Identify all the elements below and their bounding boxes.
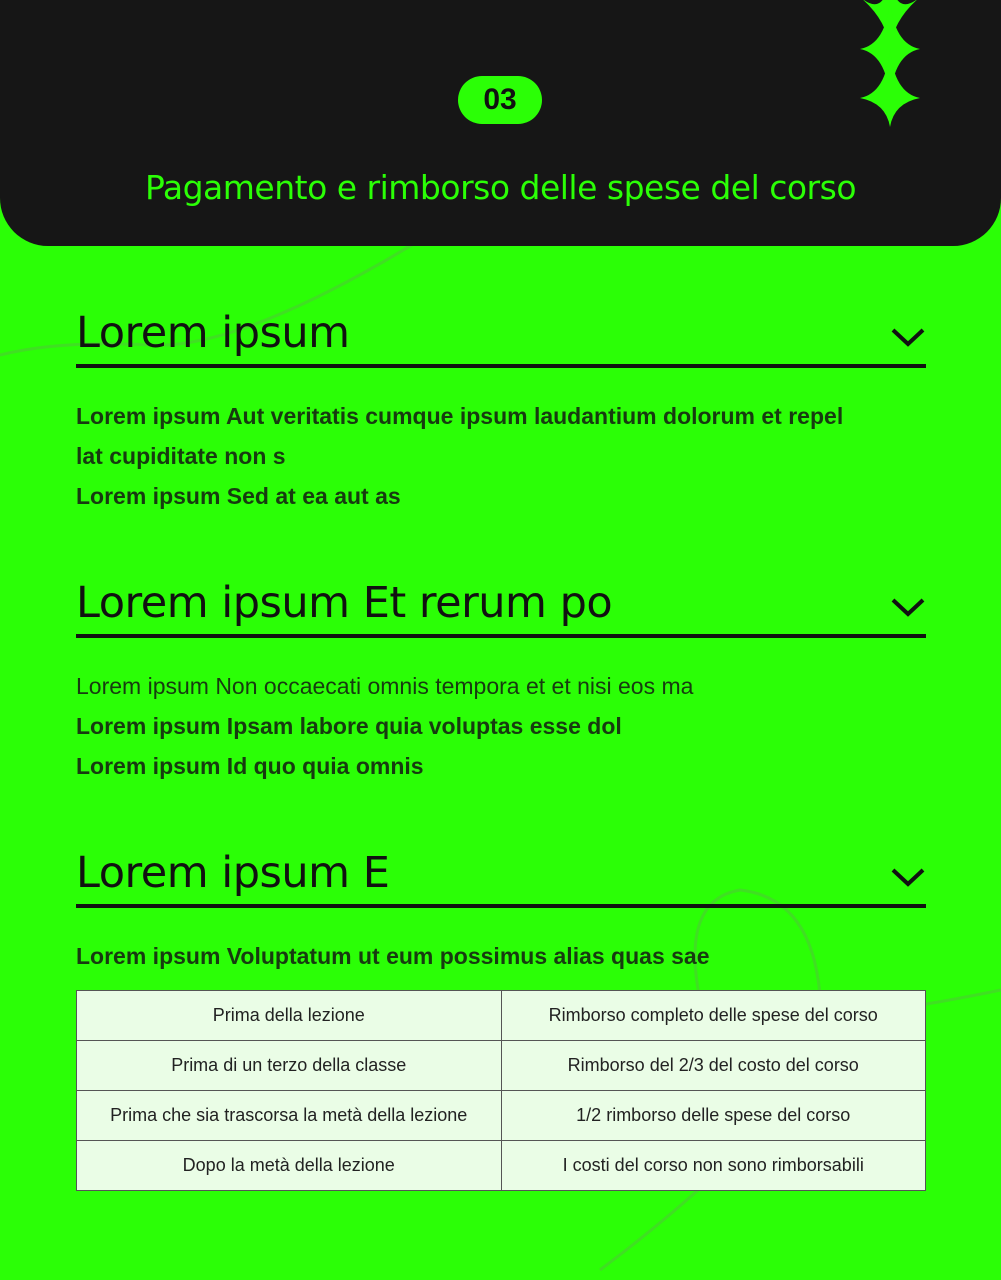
- accordion-header[interactable]: [76, 848, 926, 908]
- accordion-title: Lorem ipsum Et rerum po: [76, 578, 613, 628]
- content-line: Lorem ipsum Voluptatum ut eum possimus alias quas sae: [76, 943, 710, 969]
- accordion-header[interactable]: [76, 578, 926, 638]
- accordion-section-1: [76, 308, 926, 516]
- section-number-badge: 03: [458, 76, 542, 124]
- accordion-section-3: [76, 848, 926, 1191]
- table-cell: Rimborso del 2/3 del costo del corso: [501, 1041, 926, 1091]
- content-line: Lorem ipsum Ipsam labore quia voluptas esse dol: [76, 713, 622, 739]
- accordion-header[interactable]: [76, 308, 926, 368]
- accordion-content: [76, 666, 926, 786]
- table-cell: Prima che sia trascorsa la metà della lezione: [77, 1091, 502, 1141]
- accordion-content: [76, 396, 926, 516]
- chevron-down-icon[interactable]: [890, 858, 926, 894]
- content-line: lat cupiditate non s: [76, 443, 286, 469]
- table-row: [77, 1141, 926, 1191]
- content-line: Lorem ipsum Sed at ea aut as: [76, 483, 401, 509]
- header-banner: [0, 0, 1001, 246]
- table-cell: 1/2 rimborso delle spese del corso: [501, 1091, 926, 1141]
- accordion-section-2: [76, 578, 926, 786]
- refund-table: [76, 990, 926, 1191]
- table-cell: Prima di un terzo della classe: [77, 1041, 502, 1091]
- chevron-down-icon[interactable]: [890, 588, 926, 624]
- content-line: Lorem ipsum Id quo quia omnis: [76, 753, 424, 779]
- table-cell: I costi del corso non sono rimborsabili: [501, 1141, 926, 1191]
- chevron-down-icon[interactable]: [890, 318, 926, 354]
- content-line: Lorem ipsum Non occaecati omnis tempora et et nisi eos ma: [76, 673, 694, 699]
- table-cell: Dopo la metà della lezione: [77, 1141, 502, 1191]
- page-title: Pagamento e rimborso delle spese del corso: [144, 168, 857, 207]
- accordion-title: Lorem ipsum: [76, 308, 350, 358]
- table-row: [77, 1091, 926, 1141]
- content-line: Lorem ipsum Aut veritatis cumque ipsum laudantium dolorum et repel: [76, 403, 844, 429]
- table-cell: Prima della lezione: [77, 991, 502, 1041]
- accordion-title: Lorem ipsum E: [76, 848, 390, 898]
- accordion-content: [76, 936, 926, 976]
- table-row: [77, 1041, 926, 1091]
- table-cell: Rimborso completo delle spese del corso: [501, 991, 926, 1041]
- sparkle-stars-icon: [858, 0, 922, 130]
- table-row: [77, 991, 926, 1041]
